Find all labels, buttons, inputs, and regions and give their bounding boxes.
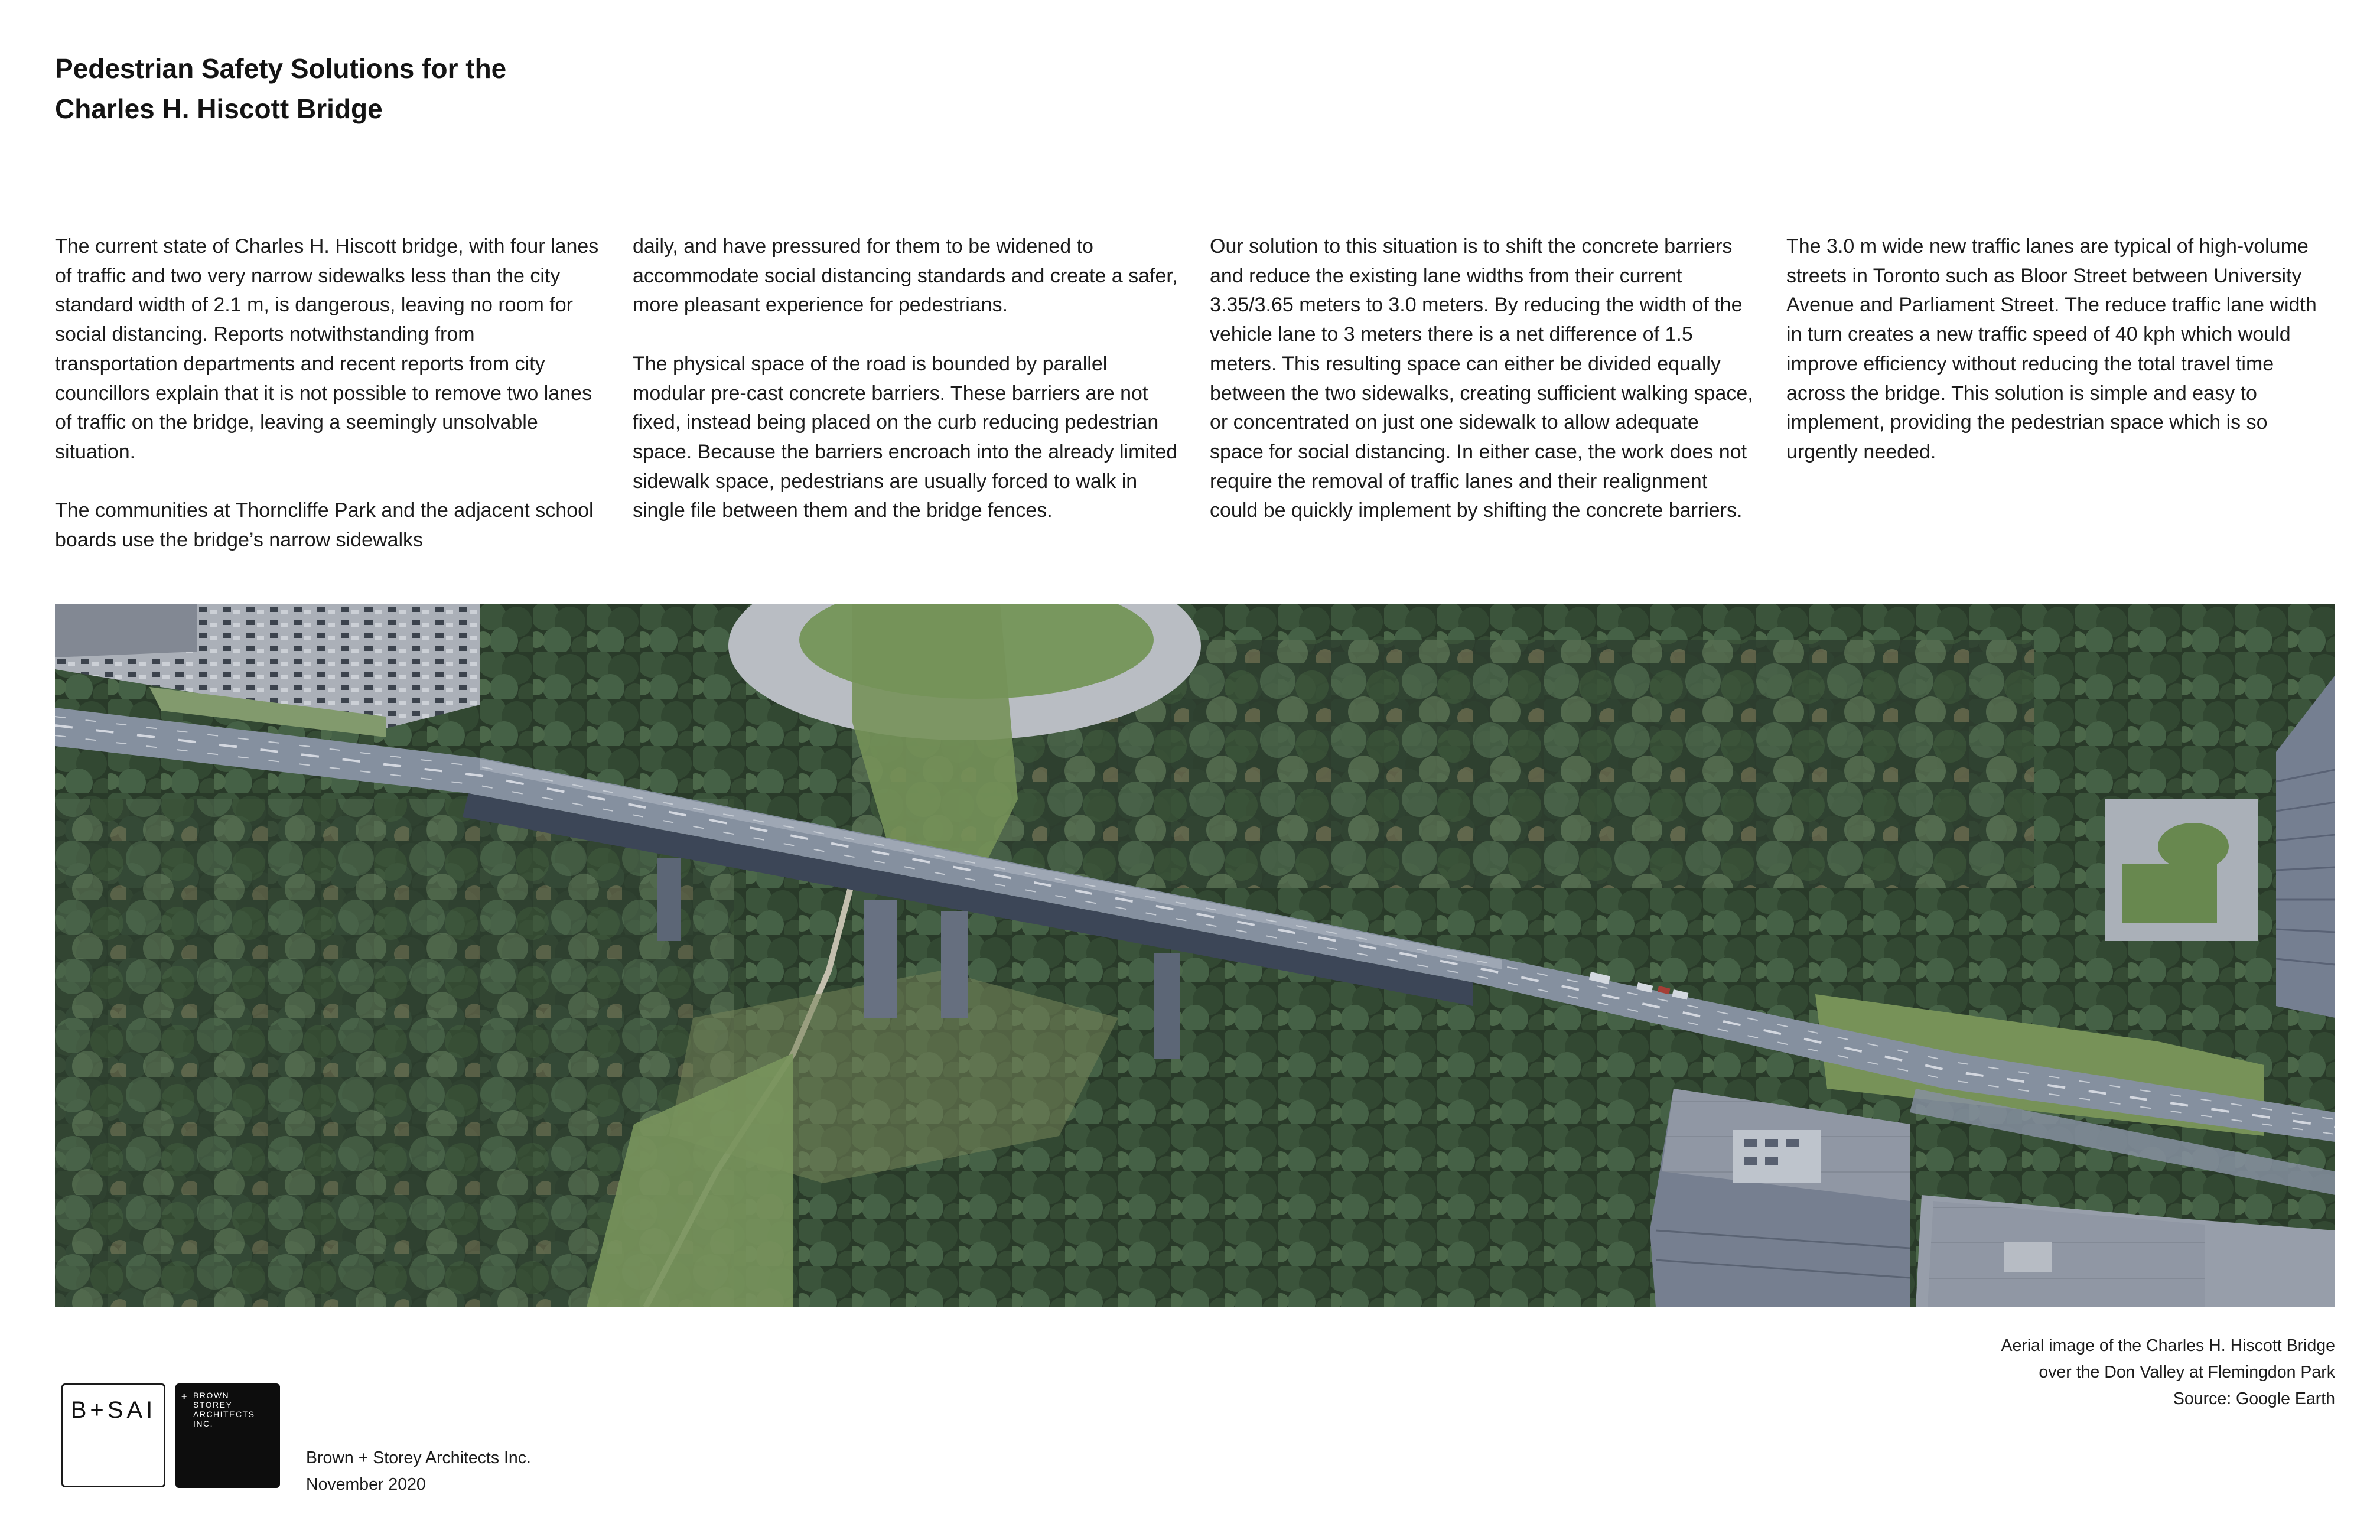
image-caption: [2001, 1333, 2336, 1412]
paragraph: The current state of Charles H. Hiscott bridge, with four lanes of traffic and two very narrow sidewalks less than the city standard width of 2.1 m, is dangerous, leaving no room for social distancing. Reports notwithstanding from transportation departments and recent reports from city councillors explain that it is not possible to remove two lanes of traffic on the bridge, leaving a seemingly unsolvable situation.: [55, 235, 599, 463]
paragraph: Our solution to this situation is to shift the concrete barriers and reduce the existing lane widths from their current 3.35/3.65 meters to 3.0 meters. By reducing the width of the vehicle lane to 3 meters there is a net difference of 1.5 meters. This resulting space can either be divided equally between the two sidewalks, creating sufficient walking space, or concentrated on just one sidewalk to allow adequate space for social distancing. In either case, the work does not require the removal of traffic lanes and their realignment could be quickly implement by shifting the concrete barriers.: [1210, 235, 1753, 522]
logo-words: [193, 1391, 255, 1428]
firm-name: Brown + Storey Architects Inc.: [306, 1448, 531, 1467]
text-column-2: [633, 232, 1179, 555]
aerial-image: [55, 604, 2335, 1307]
caption-line-3: Source: Google Earth: [2173, 1389, 2335, 1408]
caption-line-2: over the Don Valley at Flemingdon Park: [2039, 1363, 2335, 1382]
logo-plus: +: [181, 1392, 187, 1402]
paragraph: The 3.0 m wide new traffic lanes are typical of high-volume streets in Toronto such as Bloor Street between University Avenue and Parliament Street. The reduce traffic lane width in turn creates a new traffic speed of 40 kph which would improve efficiency without reducing the total travel time across the bridge. This solution is simple and easy to implement, providing the pedestrian space which is so urgently needed.: [1786, 235, 2317, 463]
paragraph: daily, and have pressured for them to be widened to accommodate social distancing standards and create a safer, more pleasant experience for pedestrians.: [633, 235, 1178, 317]
paragraph: The communities at Thorncliffe Park and the adjacent school boards use the bridge’s narrow sidewalks: [55, 499, 594, 552]
paragraph: The physical space of the road is bounded by parallel modular pre-cast concrete barriers. These barriers are not fixed, instead being placed on the curb reducing pedestrian space. Because the barriers encroach into the already limited sidewalk space, pedestrians are usually forced to walk in single file between them and the bridge fences.: [633, 352, 1178, 522]
logo-word: ARCHITECTS: [193, 1409, 255, 1419]
text-column-4: [1786, 232, 2333, 496]
title-line-1: Pedestrian Safety Solutions for the: [55, 53, 507, 84]
logo-word: BROWN: [193, 1391, 230, 1400]
page-title: [55, 48, 506, 129]
footer-credit: [306, 1445, 531, 1498]
publish-date: November 2020: [306, 1475, 426, 1494]
caption-line-1: Aerial image of the Charles H. Hiscott Bridge: [2001, 1336, 2335, 1355]
logo-word: INC.: [193, 1419, 213, 1428]
bsai-logo-mark: [61, 1383, 165, 1487]
title-line-2: Charles H. Hiscott Bridge: [55, 93, 383, 124]
logo-mark-text: B+SAI: [70, 1397, 157, 1423]
logo-word: STOREY: [193, 1400, 233, 1409]
bsai-logo-wordmark: [175, 1383, 280, 1488]
text-column-1: [55, 232, 601, 584]
text-column-3: [1210, 232, 1756, 555]
